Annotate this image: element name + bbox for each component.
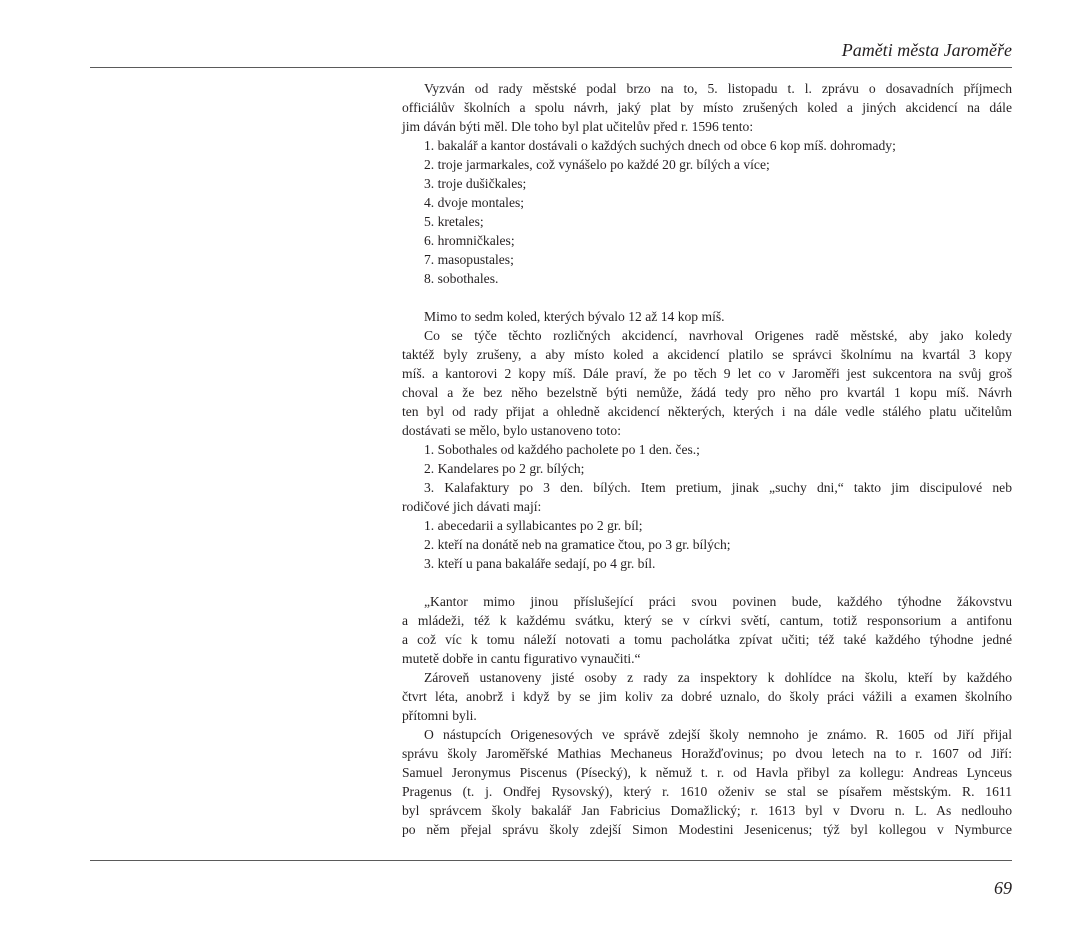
text-line: Co se týče těchto rozličných akcidencí, navrhoval Origenes radě městské, aby jako koledy <box>424 328 1012 343</box>
text-line: dostávati se mělo, bylo ustanoveno toto: <box>402 423 621 438</box>
text-line: jim dáván býti měl. Dle toho byl plat učitelův před r. 1596 tento: <box>402 119 754 134</box>
text-line: mutetě dobře in cantu figurativo vynaučiti.“ <box>402 651 641 666</box>
text-line: ten byl od rady přijat a ohledně akcidencí některých, kterých i na dále vedle stálého platu učitelům <box>402 404 1012 419</box>
text-line: 2. Kandelares po 2 gr. bílých; <box>424 461 585 476</box>
text-line: Vyzván od rady městské podal brzo na to, 5. listopadu t. l. zprávu o dosavadních příjmech <box>424 81 1012 96</box>
text-line: 2. troje jarmarkales, což vynášelo po každé 20 gr. bílých a více; <box>424 157 770 172</box>
text-line: míš. a kantorovi 2 kopy míš. Dále praví, že po těch 9 let co v Jaroměři jest sukcentora na svůj groš <box>402 366 1012 381</box>
text-line: rodičové jich dávati mají: <box>402 499 542 514</box>
text-line: Pragenus (t. j. Ondřej Rysovský), který r. 1610 oženiv se stal se písařem městským. R. 1611 <box>402 784 1012 799</box>
text-line: 3. troje dušičkales; <box>424 176 527 191</box>
text-line: 1. bakalář a kantor dostávali o každých suchých dnech od obce 6 kop míš. dohromady; <box>424 138 896 153</box>
text-line: 5. kretales; <box>424 214 484 229</box>
text-line: 3. kteří u pana bakaláře sedají, po 4 gr. bíl. <box>424 556 656 571</box>
text-line: 2. kteří na donátě neb na gramatice čtou, po 3 gr. bílých; <box>424 537 731 552</box>
text-line: taktéž byly zrušeny, a aby místo koled a akcidencí platilo se správci školnímu na kvartál 3 kopy <box>402 347 1012 362</box>
text-line: 4. dvoje montales; <box>424 195 525 210</box>
text-line: 3. Kalafaktury po 3 den. bílých. Item pretium, jinak „suchy dni,“ takto jim discipulové neb <box>424 480 1012 495</box>
blank-line <box>402 573 1012 592</box>
text-line: Zároveň ustanoveny jisté osoby z rady za inspektory k dohlídce na školu, kteří by každého <box>424 670 1012 685</box>
text-line: 6. hromničkales; <box>424 233 515 248</box>
body-text <box>402 79 1012 839</box>
blank-line <box>402 288 1012 307</box>
page-number: 69 <box>994 878 1012 898</box>
text-line: přítomni byli. <box>402 708 477 723</box>
header-rule <box>90 67 1012 68</box>
text-line: a což víc k tomu náleží notovati a tomu pacholátka zpívat učiti; též také každého týhodne jedné <box>402 632 1012 647</box>
text-line: 1. Sobothales od každého pacholete po 1 den. čes.; <box>424 442 700 457</box>
text-line: officiálův školních a spolu návrh, jaký plat by místo zrušených koled a jiných akcidencí na dále <box>402 100 1012 115</box>
text-line: 7. masopustales; <box>424 252 514 267</box>
text-line: Samuel Jeronymus Piscenus (Písecký), k němuž t. r. od Havla přibyl za kollegu: Andreas Lynceus <box>402 765 1012 780</box>
text-line: „Kantor mimo jinou příslušející práci svou povinen bude, každého týhodne žákovstvu <box>424 594 1012 609</box>
text-line: 8. sobothales. <box>424 271 499 286</box>
text-line: byl správcem školy bakalář Jan Fabricius Domažlický; r. 1613 byl v Dvoru n. L. As nedlouho <box>402 803 1012 818</box>
text-line: po něm přejal správu školy zdejší Simon Modestini Jesenicenus; týž byl kollegou v Nymburce <box>402 822 1012 837</box>
text-line: O nástupcích Origenesových ve správě zdejší školy nemnoho je známo. R. 1605 od Jiří přijal <box>424 727 1012 742</box>
text-line: správu školy Jaroměřské Mathias Mechaneus Horažďovinus; po dvou letech na to r. 1607 od Jiří: <box>402 746 1012 761</box>
footer-rule <box>90 860 1012 861</box>
text-line: čtvrt léta, anobrž i když by se jim koliv za dobré uznalo, do školy práci vážili a examen školního <box>402 689 1012 704</box>
running-head-title: Paměti města Jaroměře <box>841 40 1012 60</box>
text-line: 1. abecedarii a syllabicantes po 2 gr. bíl; <box>424 518 643 533</box>
text-line: choval a že bez něho bezelstně býti nemůže, žádá tedy pro něho pro kvartál 1 kopu míš. Návrh <box>402 385 1012 400</box>
text-line: a mládeži, též k každému svátku, který se v církvi světí, cantum, totiž responsorium a antifonu <box>402 613 1012 628</box>
text-line: Mimo to sedm koled, kterých bývalo 12 až 14 kop míš. <box>424 309 725 324</box>
